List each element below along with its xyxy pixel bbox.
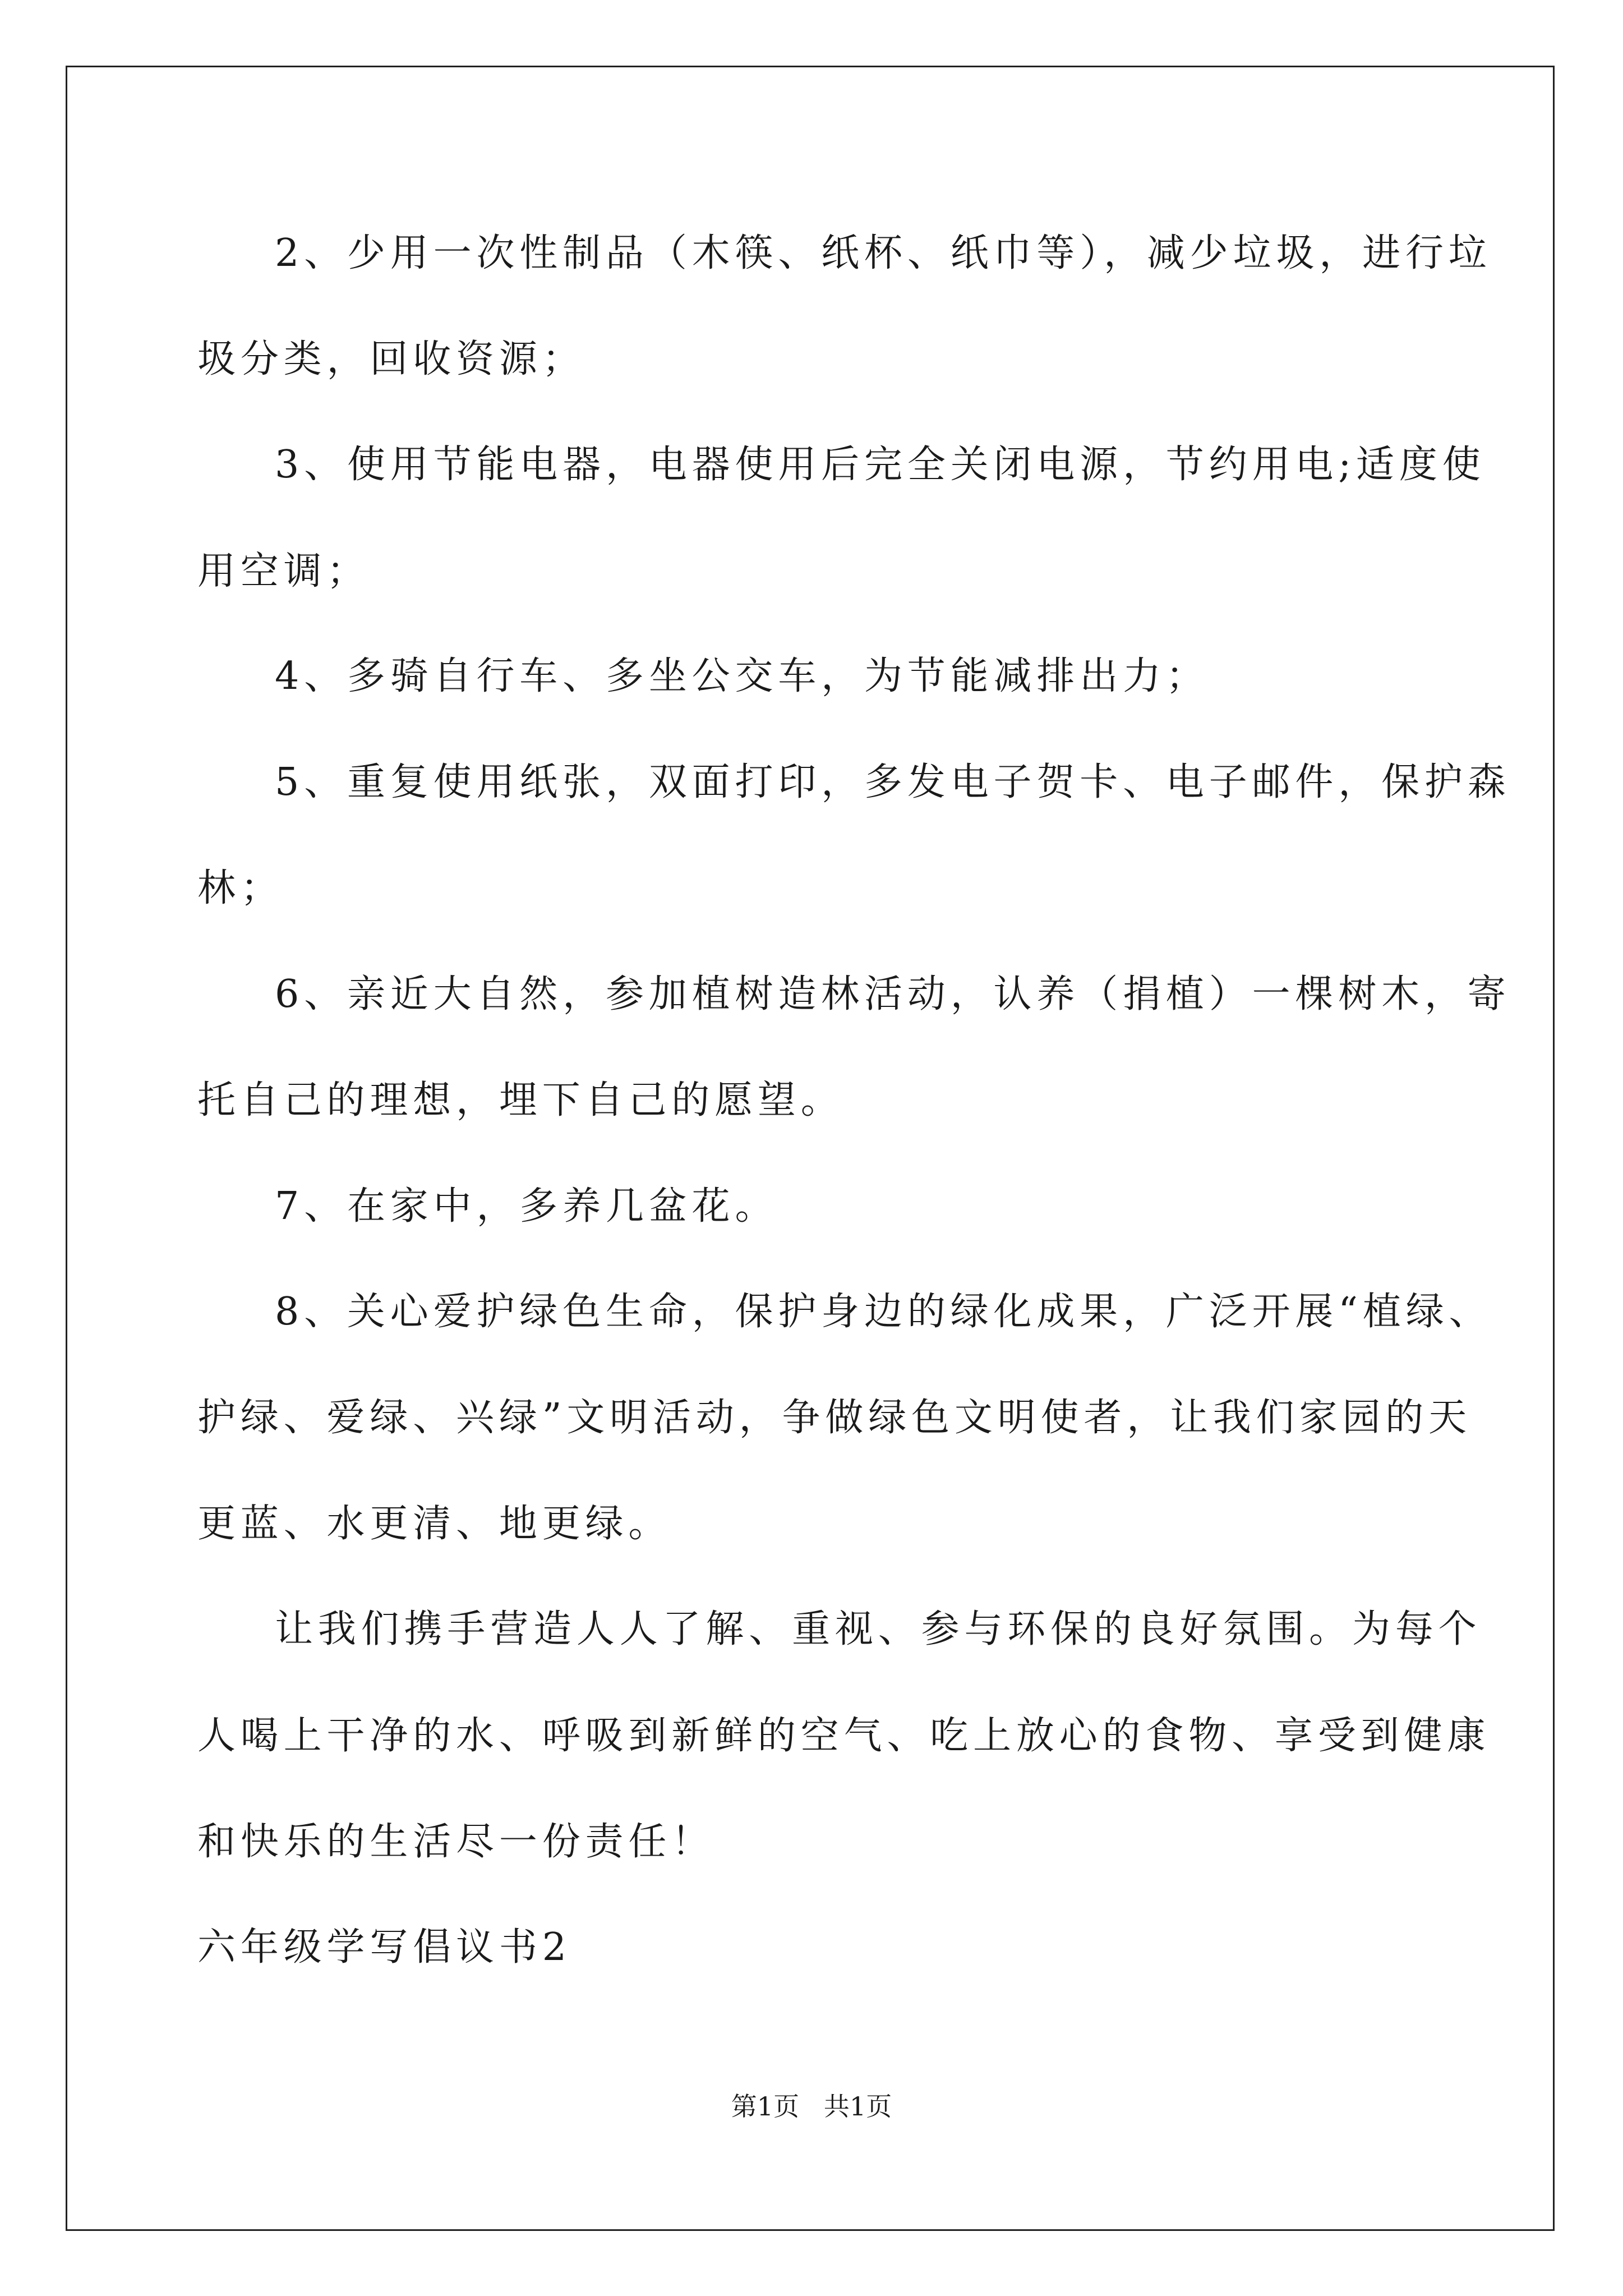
paragraph-item-3-line-2: 用空调； [197, 549, 370, 593]
paragraph-item-8-line-1: 8、关心爱护绿色生命，保护身边的绿化成果，广泛开展“植绿、 [275, 1290, 1492, 1334]
closing-paragraph-line-1: 让我们携手营造人人了解、重视、参与环保的良好氛围。为每个 [275, 1607, 1482, 1651]
paragraph-item-8-line-2: 护绿、爱绿、兴绿”文明活动，争做绿色文明使者，让我们家园的天 [197, 1396, 1472, 1440]
paragraph-item-3-line-1: 3、使用节能电器，电器使用后完全关闭电源，节约用电;适度使 [275, 443, 1486, 487]
paragraph-item-2-line-2: 圾分类，回收资源； [197, 337, 585, 381]
paragraph-item-6-line-1: 6、亲近大自然，参加植树造林活动，认养（捐植）一棵树木，寄 [275, 972, 1511, 1016]
paragraph-item-2-line-1: 2、少用一次性制品（木筷、纸杯、纸巾等），减少垃圾，进行垃 [275, 231, 1492, 275]
closing-paragraph-line-3: 和快乐的生活尽一份责任！ [197, 1820, 715, 1864]
closing-paragraph-line-2: 人喝上干净的水、呼吸到新鲜的空气、吃上放心的食物、享受到健康 [197, 1714, 1491, 1758]
paragraph-item-8-line-3: 更蓝、水更清、地更绿。 [197, 1502, 672, 1546]
paragraph-item-5-line-2: 林； [197, 866, 284, 910]
paragraph-item-7: 7、在家中，多养几盆花。 [275, 1184, 778, 1228]
paragraph-item-6-line-2: 托自己的理想，埋下自己的愿望。 [197, 1078, 844, 1122]
page-border [66, 66, 1555, 2231]
section-heading: 六年级学写倡议书2 [197, 1925, 571, 1970]
paragraph-item-4: 4、多骑自行车、多坐公交车，为节能减排出力； [275, 654, 1209, 698]
paragraph-item-5-line-1: 5、重复使用纸张，双面打印，多发电子贺卡、电子邮件，保护森 [275, 760, 1511, 804]
page-footer: 第1页 共1页 [731, 2091, 892, 2122]
